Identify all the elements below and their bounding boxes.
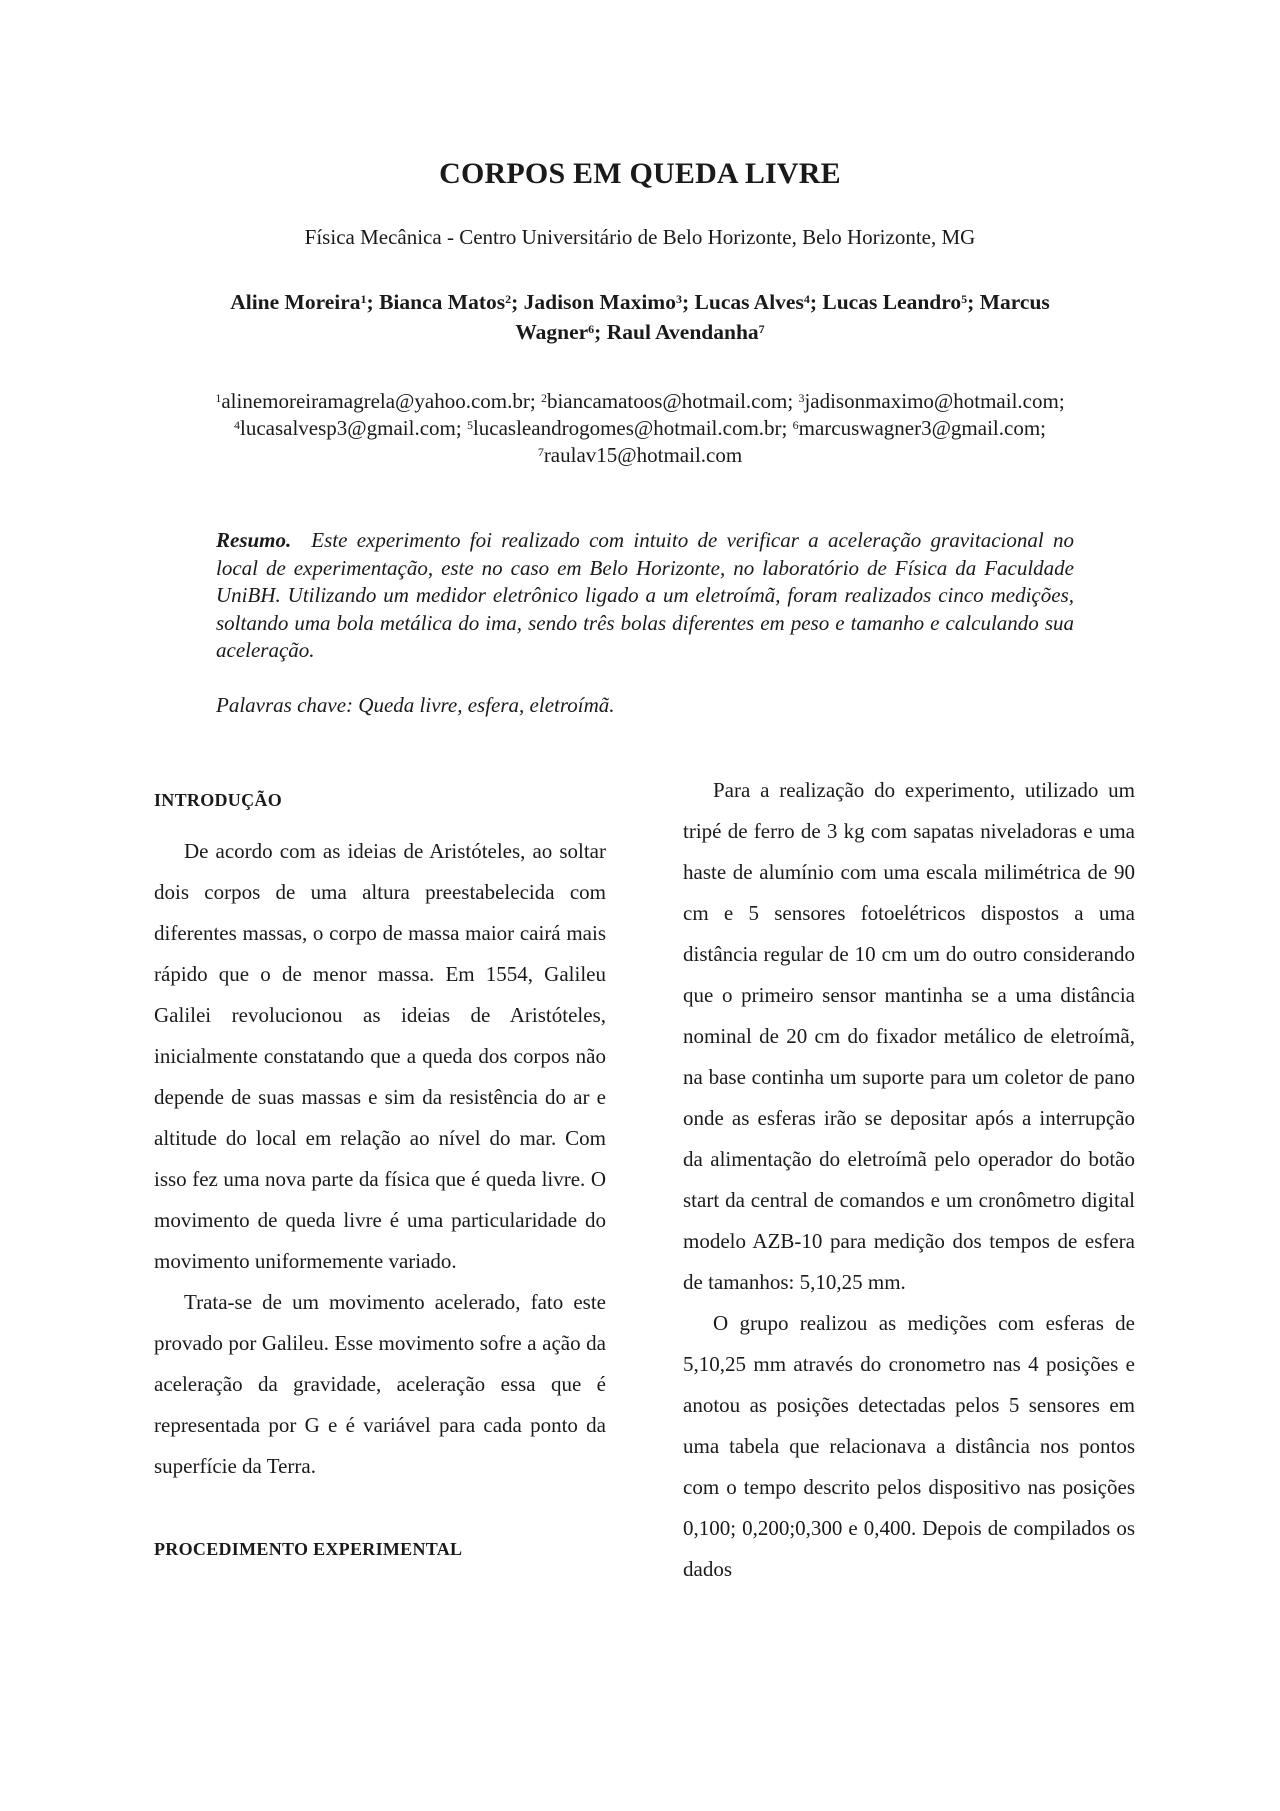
email-number: 2 bbox=[540, 391, 547, 405]
email-number: 3 bbox=[798, 391, 805, 405]
email-number: 6 bbox=[792, 418, 799, 432]
email-address: raulav15@hotmail.com bbox=[543, 443, 743, 467]
author-number: 5 bbox=[961, 292, 968, 306]
author-list: Aline Moreira$^1$; Bianca Matos$^2$; Jadison Maximo$^3$; Lucas Alves$^4$; Lucas Leandro$^5$; Marcus Wagner$^6$; Raul Avendanha$^7$ bbox=[230, 290, 1050, 344]
author-number: 4 bbox=[803, 292, 810, 306]
author-number: 6 bbox=[588, 322, 595, 336]
left-column bbox=[154, 780, 606, 1570]
affiliation: Física Mecânica - Centro Universitário de Belo Horizonte, Belo Horizonte, MG bbox=[304, 225, 976, 249]
section-heading-introduction: INTRODUÇÃO bbox=[154, 790, 283, 810]
abstract bbox=[216, 527, 1074, 665]
abstract-label: Resumo. bbox=[216, 528, 292, 552]
email-address: lucasleandrogomes@hotmail.com.br bbox=[472, 416, 782, 440]
email-address: jadisonmaximo@hotmail.com bbox=[804, 389, 1059, 413]
author: Bianca Matos bbox=[379, 290, 506, 314]
email-list: $^1$alinemoreiramagrela@yahoo.com.br; $^2$biancamatoos@hotmail.com; $^3$jadisonmaximo@hotmail.com; $^4$lucasalvesp3@gmail.com; $^5$lucasleandrogomes@hotmail.com.br; $^6$marcuswagner3@gmail.com; $^7$raulav15@hotmail.com bbox=[215, 389, 1065, 467]
section-heading-procedure: PROCEDIMENTO EXPERIMENTAL bbox=[154, 1539, 463, 1559]
author: Marcus Wagner bbox=[515, 290, 1050, 344]
email-number: 4 bbox=[233, 418, 240, 432]
paper-title: CORPOS EM QUEDA LIVRE bbox=[439, 157, 841, 190]
author: Raul Avendanha bbox=[606, 320, 759, 344]
author: Jadison Maximo bbox=[523, 290, 676, 314]
right-column bbox=[683, 770, 1135, 1590]
author: Lucas Alves bbox=[694, 290, 804, 314]
author: Aline Moreira bbox=[230, 290, 361, 314]
author-number: 7 bbox=[758, 322, 765, 336]
author-number: 3 bbox=[675, 292, 682, 306]
email-number: 5 bbox=[466, 418, 473, 432]
intro-paragraph: De acordo com as ideias de Aristóteles, ao soltar dois corpos de uma altura preestabelecida com diferentes massas, o corpo de massa maior cairá mais rápido que o de menor massa. Em 1554, Galileu Galilei revolucionou as ideias de Aristóteles, inicialmente constatando que a queda dos corpos não depende de suas massas e sim da resistência do ar e altitude do local em relação ao nível do mar. Com isso fez uma nova parte da física que é queda livre. O movimento de queda livre é uma particularidade do movimento uniformemente variado. bbox=[154, 839, 606, 1273]
email-number: 7 bbox=[537, 445, 544, 459]
email-address: biancamatoos@hotmail.com bbox=[546, 389, 788, 413]
email-address: alinemoreiramagrela@yahoo.com.br bbox=[221, 389, 530, 413]
author-number: 1 bbox=[360, 292, 367, 306]
email-address: marcuswagner3@gmail.com bbox=[798, 416, 1041, 440]
author-number: 2 bbox=[505, 292, 512, 306]
email-number: 1 bbox=[215, 391, 222, 405]
abstract-text: Este experimento foi realizado com intuito de verificar a aceleração gravitacional no local de experimentação, este no caso em Belo Horizonte, no laboratório de Física da Faculdade UniBH. Utilizando um medidor eletrônico ligado a um eletroímã, foram realizados cinco medições, soltando uma bola metálica do ima, sendo três bolas diferentes em peso e tamanho e calculando sua aceleração. bbox=[216, 528, 1074, 662]
author: Lucas Leandro bbox=[822, 290, 962, 314]
intro-paragraph: Trata-se de um movimento acelerado, fato este provado por Galileu. Esse movimento sofre a ação da aceleração da gravidade, aceleração essa que é representada por G e é variável para cada ponto da superfície da Terra. bbox=[154, 1290, 606, 1478]
procedure-paragraph: Para a realização do experimento, utilizado um tripé de ferro de 3 kg com sapatas niveladoras e uma haste de alumínio com uma escala milimétrica de 90 cm e 5 sensores fotoelétricos dispostos a uma distância regular de 10 cm um do outro considerando que o primeiro sensor mantinha se a uma distância nominal de 20 cm do fixador metálico de eletroímã, na base continha um suporte para um coletor de pano onde as esferas irão se depositar após a interrupção da alimentação do eletroímã pelo operador do botão start da central de comandos e um cronômetro digital modelo AZB-10 para medição dos tempos de esfera de tamanhos: 5,10,25 mm. bbox=[683, 778, 1135, 1294]
email-address: lucasalvesp3@gmail.com bbox=[239, 416, 456, 440]
procedure-paragraph: O grupo realizou as medições com esferas de 5,10,25 mm através do cronometro nas 4 posições e anotou as posições detectadas pelos 5 sensores em uma tabela que relacionava a distância nos pontos com o tempo descrito pelos dispositivo nas posições 0,100; 0,200;0,300 e 0,400. Depois de compilados os dados bbox=[683, 1311, 1135, 1581]
keywords: Palavras chave: Queda livre, esfera, eletroímã. bbox=[216, 693, 615, 717]
